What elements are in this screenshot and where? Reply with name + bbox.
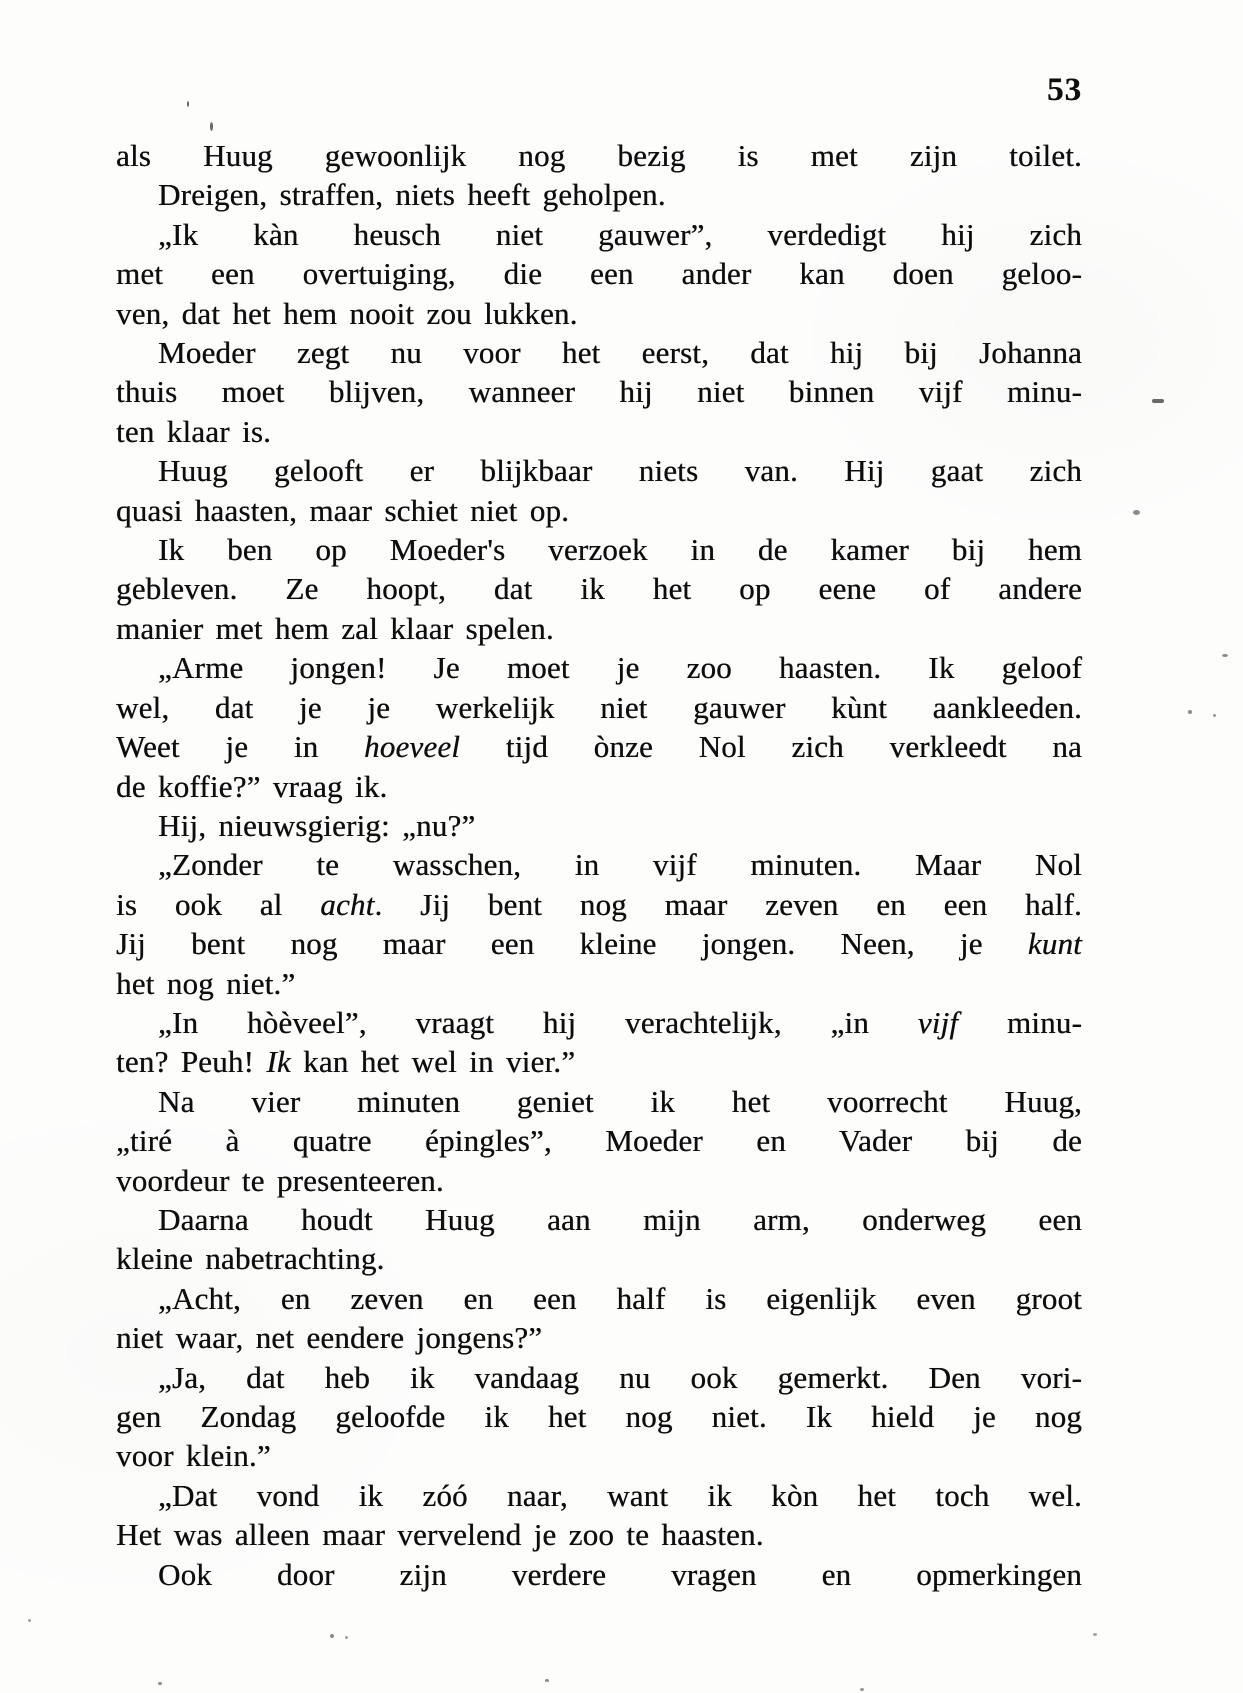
text-segment: kleine nabetrachting. [116, 1241, 385, 1277]
text-segment: thuis moet blijven, wanneer hij niet binnen vijf minu- [116, 374, 1082, 410]
text-segment: „Arme jongen! Je moet je zoo haasten. Ik geloof [158, 650, 1082, 686]
text-line [116, 372, 1082, 411]
scan-speck [1093, 1633, 1097, 1636]
text-segment: de koffie?” vraag ik. [116, 768, 388, 804]
text-segment: „tiré à quatre épingles”, Moeder en Vader bij de [116, 1123, 1082, 1159]
text-line [116, 1042, 1082, 1081]
scan-speck [1222, 654, 1228, 657]
text-segment: Na vier minuten geniet ik het voorrecht Huug, [158, 1083, 1082, 1119]
text-segment: minu- [958, 1004, 1082, 1040]
text-line [116, 609, 1082, 648]
text-segment: tijd ònze Nol zich verkleedt na [460, 729, 1082, 765]
scan-speck [330, 1634, 334, 1638]
text-segment: Huug gelooft er blijkbaar niets van. Hij gaat zich [158, 453, 1082, 489]
text-line [116, 1515, 1082, 1554]
text-line [116, 1161, 1082, 1200]
text-segment: Weet je in [116, 729, 365, 765]
text-line [116, 136, 1082, 175]
text-line [116, 1436, 1082, 1475]
text-segment: voor klein.” [116, 1438, 271, 1474]
text-line [116, 530, 1082, 569]
scan-speck [28, 1619, 31, 1622]
text-segment-italic: Ik [266, 1044, 291, 1080]
text-segment: kan het wel in vier.” [290, 1044, 576, 1080]
text-line [116, 333, 1082, 372]
text-segment: gen Zondag geloofde ik het nog niet. Ik hield je nog [116, 1399, 1082, 1434]
text-segment: „In hòèveel”, vraagt hij verachtelijk, „in [158, 1004, 918, 1040]
text-line [116, 1318, 1082, 1357]
text-segment: ven, dat het hem nooit zou lukken. [116, 295, 578, 331]
scan-speck [1213, 714, 1216, 717]
text-line [116, 1358, 1082, 1397]
text-segment-italic: acht [320, 886, 375, 922]
scan-speck [345, 1636, 348, 1639]
text-segment: manier met hem zal klaar spelen. [116, 610, 554, 646]
text-line [116, 175, 1082, 214]
text-segment: ten? Peuh! [116, 1044, 267, 1080]
text-line [116, 569, 1082, 608]
text-line [116, 1555, 1082, 1594]
text-segment: als Huug gewoonlijk nog bezig is met zijn toilet. [116, 138, 1082, 173]
text-segment: Ook door zijn verdere vragen en opmerkingen [158, 1556, 1082, 1592]
text-segment: . Jij bent nog maar zeven en een half. [374, 886, 1082, 922]
text-line [116, 1397, 1082, 1436]
page-text [116, 136, 1082, 1594]
text-line [116, 688, 1082, 727]
text-line [116, 1279, 1082, 1318]
scan-speck [1133, 510, 1140, 515]
text-segment: voordeur te presenteeren. [116, 1162, 444, 1198]
text-segment-italic: hoeveel [364, 729, 461, 765]
text-segment-italic: vijf [917, 1004, 959, 1040]
text-line [116, 1200, 1082, 1239]
text-segment: „Ik kàn heusch niet gauwer”, verdedigt hij zich [158, 216, 1082, 252]
text-line [116, 845, 1082, 884]
scan-speck [187, 101, 189, 107]
scan-speck [545, 1679, 549, 1682]
text-line [116, 924, 1082, 963]
text-line [116, 215, 1082, 254]
text-line [116, 964, 1082, 1003]
text-segment: Dreigen, straffen, niets heeft geholpen. [158, 177, 666, 213]
text-segment: Moeder zegt nu voor het eerst, dat hij bij Johanna [158, 335, 1082, 371]
page-number: 53 [1047, 72, 1082, 108]
text-segment: is ook al [116, 886, 321, 922]
text-segment-italic: kunt [1027, 926, 1082, 962]
text-segment: Hij, nieuwsgierig: „nu?” [158, 807, 476, 843]
text-line [116, 412, 1082, 451]
text-line [116, 294, 1082, 333]
scan-speck [860, 1688, 864, 1691]
text-line [116, 1476, 1082, 1515]
text-segment: quasi haasten, maar schiet niet op. [116, 492, 570, 528]
text-segment: met een overtuiging, die een ander kan doen geloo- [116, 256, 1082, 292]
scan-speck [158, 1682, 162, 1685]
text-line [116, 254, 1082, 293]
text-line [116, 491, 1082, 530]
text-segment: Jij bent nog maar een kleine jongen. Neen, je [116, 926, 1028, 962]
text-segment: Het was alleen maar vervelend je zoo te haasten. [116, 1517, 764, 1553]
text-segment: „Dat vond ik zóó naar, want ik kòn het toch wel. [158, 1477, 1082, 1513]
text-segment: ten klaar is. [116, 413, 272, 449]
text-line [116, 806, 1082, 845]
text-line [116, 451, 1082, 490]
text-segment: „Zonder te wasschen, in vijf minuten. Maar Nol [158, 847, 1082, 883]
text-segment: Ik ben op Moeder's verzoek in de kamer bij hem [158, 532, 1082, 568]
text-segment: Daarna houdt Huug aan mijn arm, onderweg een [158, 1201, 1082, 1237]
text-line [116, 1239, 1082, 1278]
text-line [116, 1003, 1082, 1042]
scan-speck [1152, 399, 1164, 403]
text-segment: het nog niet.” [116, 965, 296, 1001]
text-segment: gebleven. Ze hoopt, dat ik het op eene of andere [116, 571, 1082, 607]
text-line [116, 1121, 1082, 1160]
text-segment: „Ja, dat heb ik vandaag nu ook gemerkt. Den vori- [158, 1359, 1082, 1395]
text-line [116, 1082, 1082, 1121]
text-line [116, 767, 1082, 806]
text-segment: „Acht, en zeven en een half is eigenlijk even groot [158, 1280, 1082, 1316]
text-line [116, 885, 1082, 924]
text-segment: wel, dat je je werkelijk niet gauwer kùnt aankleeden. [116, 689, 1082, 725]
text-segment: niet waar, net eendere jongens?” [116, 1320, 543, 1356]
text-line [116, 727, 1082, 766]
scan-speck [1188, 710, 1192, 714]
text-line [116, 648, 1082, 687]
scan-speck [210, 122, 213, 131]
